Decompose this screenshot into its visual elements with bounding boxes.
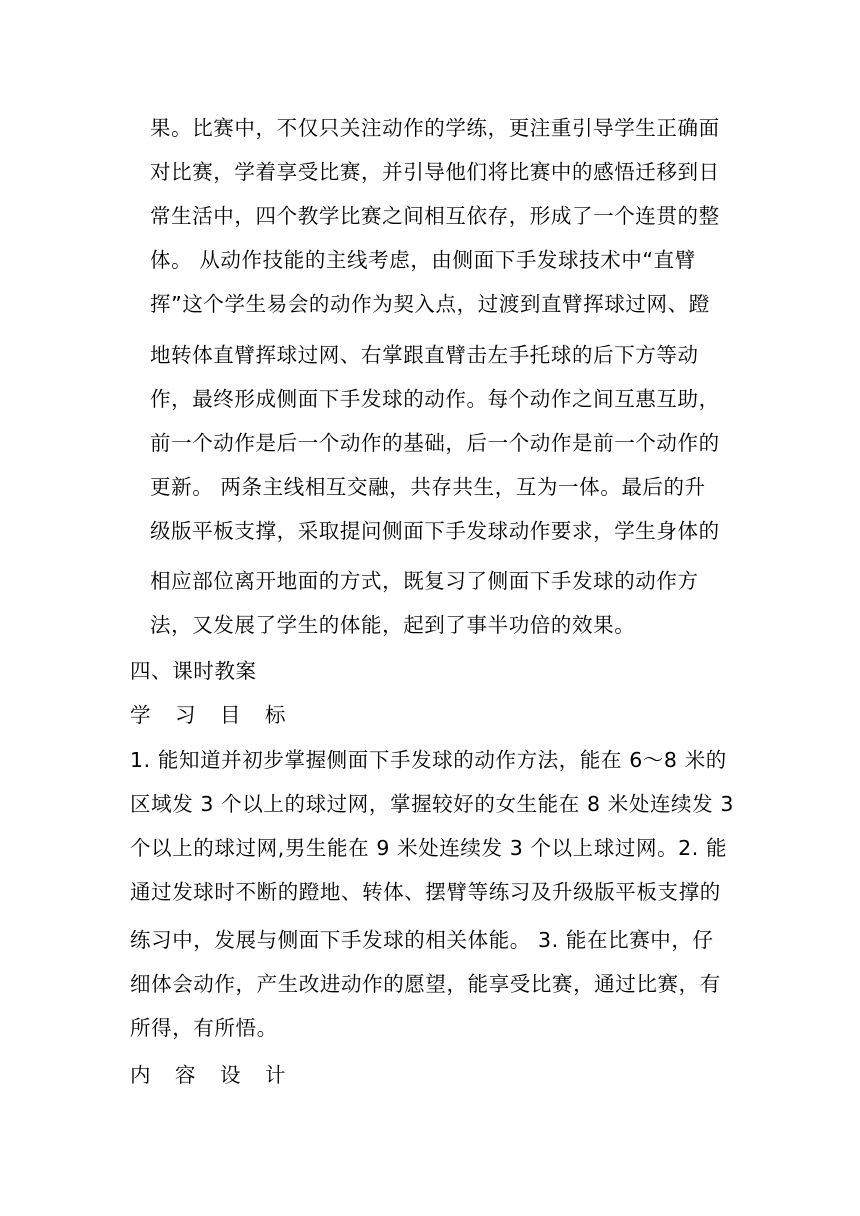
subheading-content-design: 内 容 设 计 (130, 1063, 295, 1087)
paragraph-line: 级版平板支撑，采取提问侧面下手发球动作要求，学生身体的 (150, 519, 720, 543)
paragraph-line: 常生活中，四个教学比赛之间相互依存，形成了一个连贯的整 (150, 204, 720, 228)
goals-line: 所得，有所悟。 (130, 1016, 278, 1040)
paragraph-line: 相应部位离开地面的方式，既复习了侧面下手发球的动作方 (150, 569, 699, 593)
paragraph-line: 前一个动作是后一个动作的基础，后一个动作是前一个动作的 (150, 431, 720, 455)
goals-line: 细体会动作，产生改进动作的愿望，能享受比赛，通过比赛，有 (130, 972, 721, 996)
goals-line: 通过发球时不断的蹬地、转体、摆臂等练习及升级版平板支撑的 (130, 880, 721, 904)
goals-line: 区域发 3 个以上的球过网，掌握较好的女生能在 8 米处连续发 3 (130, 792, 735, 816)
paragraph-line: 对比赛，学着享受比赛，并引导他们将比赛中的感悟迁移到日 (150, 160, 720, 184)
goals-line: 1. 能知道并初步掌握侧面下手发球的动作方法，能在 6～8 米的 (130, 748, 727, 772)
paragraph-line: 挥”这个学生易会的动作为契入点，过渡到直臂挥球过网、蹬 (150, 292, 710, 316)
goals-line: 练习中，发展与侧面下手发球的相关体能。 3. 能在比赛中，仔 (130, 928, 714, 952)
paragraph-line: 地转体直臂挥球过网、右掌跟直臂击左手托球的后下方等动 (150, 343, 699, 367)
paragraph-line: 体。 从动作技能的主线考虑，由侧面下手发球技术中“直臂 (150, 248, 696, 272)
goals-line: 个以上的球过网,男生能在 9 米处连续发 3 个以上球过网。2. 能 (130, 836, 728, 860)
paragraph-line: 法，又发展了学生的体能，起到了事半功倍的效果。 (150, 613, 636, 637)
subheading-learning-goals: 学 习 目 标 (130, 703, 295, 727)
paragraph-line: 果。比赛中，不仅只关注动作的学练，更注重引导学生正确面 (150, 116, 720, 140)
paragraph-line: 作，最终形成侧面下手发球的动作。每个动作之间互惠互助， (150, 387, 720, 411)
paragraph-line: 更新。 两条主线相互交融，共存共生，互为一体。最后的升 (150, 475, 706, 499)
section-heading: 四、课时教案 (130, 659, 257, 683)
